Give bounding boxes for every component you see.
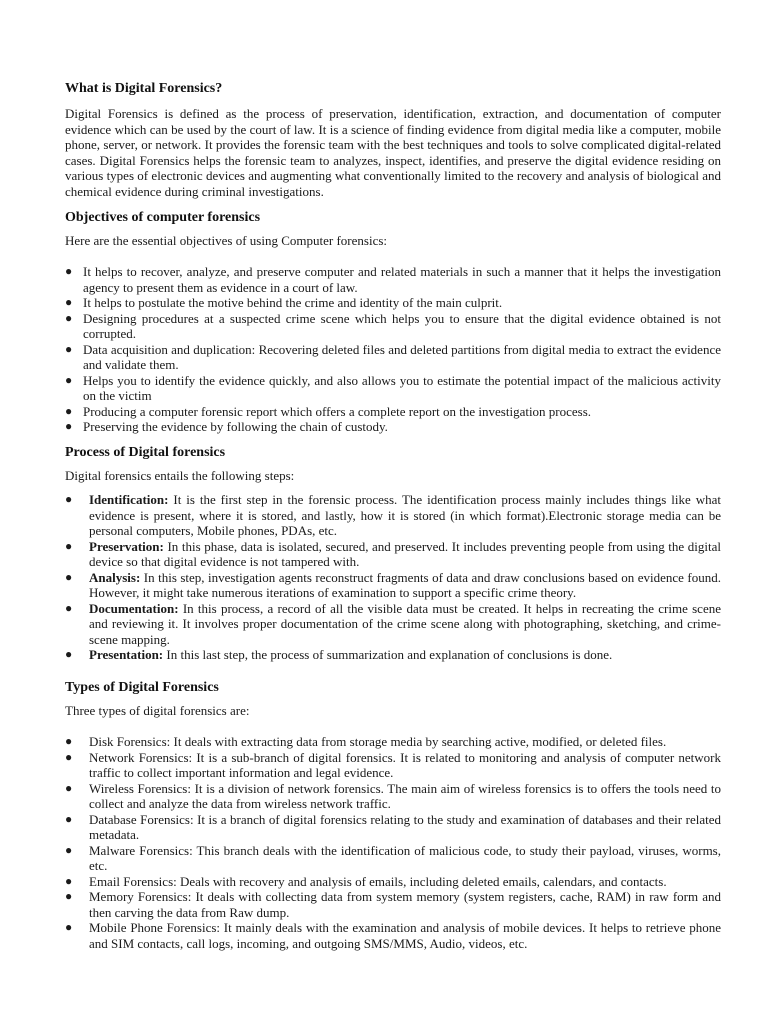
bullet-icon: ● (65, 538, 73, 553)
heading-what-is-digital-forensics: What is Digital Forensics? (65, 81, 223, 96)
list-item: ● Data acquisition and duplication: Recovering deleted files and deleted partitions from digital media to extract the evidence and validate them. (65, 341, 721, 373)
paragraph-types-intro: Three types of digital forensics are: (65, 702, 250, 718)
list-item: ● Database Forensics: It is a branch of digital forensics relating to the study and examination of databases and their related metadata. (65, 811, 721, 843)
objectives-list (65, 264, 721, 435)
heading-types: Types of Digital Forensics (65, 679, 219, 695)
bullet-icon: ● (65, 780, 73, 795)
types-list (65, 734, 721, 951)
bullet-icon: ● (65, 264, 73, 279)
list-item: ● Network Forensics: It is a sub-branch of digital forensics. It is related to monitoring and analysis of computer network traffic to collect important information and legal evidence. (65, 749, 721, 781)
list-item: ● Identification: It is the first step in the forensic process. The identification process mainly includes things like what evidence is present, where it is stored, and lastly, how it is stored (in which format).Electronic storage media can be personal computers, Mobile phones, PDAs, etc. (65, 492, 721, 539)
paragraph-definition: Digital Forensics is defined as the process of preservation, identification, extraction, and documentation of computer evidence which can be used by the court of law. It is a science of finding evidence from digital media like a computer, mobile phone, server, or network. It provides the forensic team with the best techniques and tools to solve complicated digital-related cases. Digital Forensics helps the forensic team to analyzes, inspect, identifies, and preserve the digital evidence residing on various types of electronic devices and augmenting what conventionally limited to the recovery and analysis of biological and chemical evidence during criminal investigations. (65, 106, 721, 199)
list-item: ● Presentation: In this last step, the process of summarization and explanation of conclusions is done. (65, 647, 613, 663)
bullet-icon: ● (65, 749, 73, 764)
heading-objectives: Objectives of computer forensics (65, 209, 261, 225)
bullet-icon: ● (65, 569, 73, 584)
bullet-icon: ● (65, 647, 73, 662)
bullet-icon: ● (65, 734, 73, 749)
step-term: Analysis: (89, 569, 141, 585)
bullet-icon: ● (65, 920, 73, 935)
bullet-icon: ● (65, 341, 73, 356)
list-item: ● Helps you to identify the evidence quickly, and also allows you to estimate the potential impact of the malicious activity on the victim (65, 372, 721, 404)
step-term: Documentation: (89, 600, 179, 616)
list-item: ● Disk Forensics: It deals with extracting data from storage media by searching active, modified, or deleted files. (65, 734, 667, 750)
bullet-icon: ● (65, 310, 73, 325)
list-item: ● Preservation: In this phase, data is isolated, secured, and preserved. It includes preventing people from using the digital device so that digital evidence is not tampered with. (65, 538, 721, 570)
step-term: Presentation: (89, 647, 164, 663)
list-item: ● Mobile Phone Forensics: It mainly deals with the examination and analysis of mobile devices. It helps to retrieve phone and SIM contacts, call logs, incoming, and outgoing SMS/MMS, Audio, videos, etc. (65, 920, 721, 951)
bullet-icon: ● (65, 492, 73, 507)
list-item: ● Memory Forensics: It deals with collecting data from system memory (system registers, cache, RAM) in raw form and then carving the data from Raw dump. (65, 889, 721, 920)
paragraph-objectives-intro: Here are the essential objectives of using Computer forensics: (65, 232, 388, 248)
bullet-icon: ● (65, 842, 73, 857)
list-item: ● It helps to postulate the motive behind the crime and identity of the main culprit. (65, 295, 503, 311)
bullet-icon: ● (65, 873, 73, 888)
bullet-icon: ● (65, 889, 73, 904)
bullet-icon: ● (65, 419, 73, 434)
list-item: ● Analysis: In this step, investigation agents reconstruct fragments of data and draw conclusions based on evidence found. However, it might take numerous iterations of examination to support a specific crime theory. (65, 569, 721, 601)
list-item: ● Preserving the evidence by following the chain of custody. (65, 419, 388, 435)
bullet-icon: ● (65, 403, 73, 418)
list-item: ● Designing procedures at a suspected crime scene which helps you to ensure that the digital evidence obtained is not corrupted. (65, 310, 721, 342)
process-steps-list (65, 492, 721, 663)
bullet-icon: ● (65, 600, 73, 615)
bullet-icon: ● (65, 372, 73, 387)
list-item: ● Producing a computer forensic report which offers a complete report on the investigation process. (65, 403, 592, 419)
step-term: Identification: (89, 492, 169, 508)
list-item: ● Email Forensics: Deals with recovery and analysis of emails, including deleted emails, calendars, and contacts. (65, 873, 667, 889)
paragraph-process-intro: Digital forensics entails the following steps: (65, 467, 295, 483)
bullet-icon: ● (65, 295, 73, 310)
heading-process: Process of Digital forensics (65, 444, 226, 460)
step-term: Preservation: (89, 538, 164, 554)
bullet-icon: ● (65, 811, 73, 826)
list-item: ● Documentation: In this process, a record of all the visible data must be created. It helps in recreating the crime scene and reviewing it. It involves proper documentation of the crime scene along with photographing, sketching, and crime-scene mapping. (65, 600, 721, 647)
list-item: ● It helps to recover, analyze, and preserve computer and related materials in such a manner that it helps the investigation agency to present them as evidence in a court of law. (65, 264, 721, 295)
document-page (65, 80, 721, 951)
list-item: ● Wireless Forensics: It is a division of network forensics. The main aim of wireless forensics is to offers the tools need to collect and analyze the data from wireless network traffic. (65, 780, 721, 812)
list-item: ● Malware Forensics: This branch deals with the identification of malicious code, to study their payload, viruses, worms, etc. (65, 842, 721, 874)
